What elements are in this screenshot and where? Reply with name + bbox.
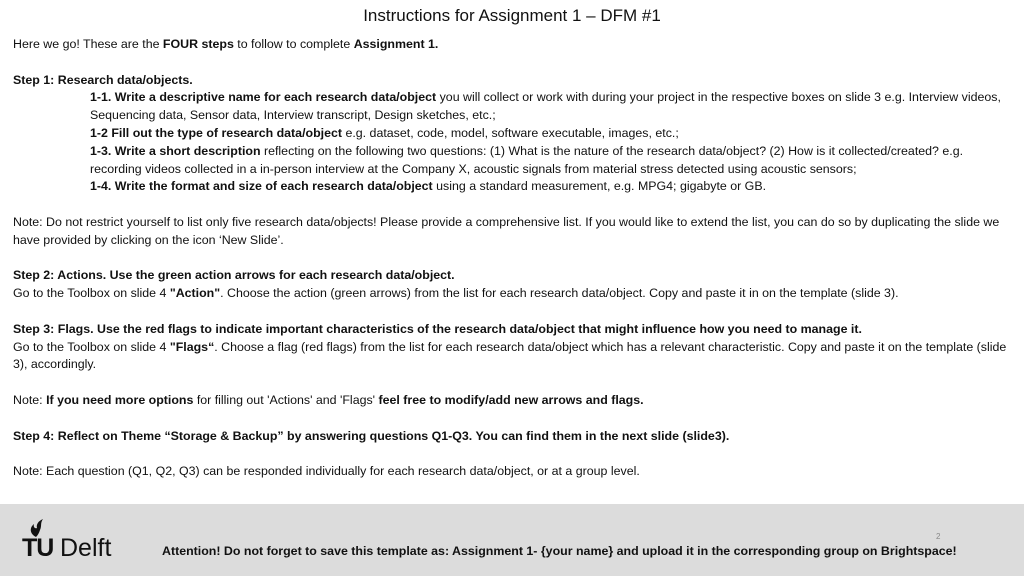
page-number: 2: [936, 532, 941, 541]
step1-item-1: 1-1. Write a descriptive name for each research data/object you will collect or work with during your project in the respective boxes on slide 3 e.g. Interview videos, Sequencing data, Sensor data, Interview transcript, Design sketches, etc.;: [90, 90, 1001, 123]
tudelft-logo: [22, 518, 132, 562]
step1-item-2: 1-2 Fill out the type of research data/object e.g. dataset, code, model, software executable, images, etc.;: [90, 125, 679, 140]
slide-title: Instructions for Assignment 1 – DFM #1: [363, 6, 661, 25]
step3-text: Go to the Toolbox on slide 4 "Flags“. Choose a flag (red flags) from the list for each research data/object which has a relevant characteristic. Copy and paste it on the template (slide 3), accordingly.: [13, 339, 1007, 372]
step2-text: Go to the Toolbox on slide 4 "Action". Choose the action (green arrows) from the list for each research data/object. Copy and paste it in on the template (slide 3).: [13, 286, 899, 301]
logo-tu-text: TU: [22, 534, 54, 562]
note-options: Note: If you need more options for filling out 'Actions' and 'Flags' feel free to modify/add new arrows and flags.: [13, 392, 644, 407]
instructions-body: [13, 36, 1013, 481]
note-list: Note: Do not restrict yourself to list only five research data/objects! Please provide a comprehensive list. If you would like to extend the list, you can do so by duplicating the slide we have provided by clicking on the icon ‘New Slide’.: [13, 214, 1000, 247]
step2-heading: Step 2: Actions. Use the green action arrows for each research data/object.: [13, 268, 455, 283]
logo-delft-text: Delft: [60, 534, 112, 562]
note-questions: Note: Each question (Q1, Q2, Q3) can be responded individually for each research data/object, or at a group level.: [13, 464, 640, 479]
step1-item-4: 1-4. Write the format and size of each research data/object using a standard measurement, e.g. MPG4; gigabyte or GB.: [90, 179, 767, 194]
intro-paragraph: Here we go! These are the FOUR steps to follow to complete Assignment 1.: [13, 37, 439, 51]
step1-item-3: 1-3. Write a short description reflecting on the following two questions: (1) What is the nature of the research data/object? (2) How is it collected/created? e.g. recording videos collected in a in-person interview at the Company X, acoustic signals from material stress detected using acoustic sensors;: [90, 143, 964, 176]
step3-heading: Step 3: Flags. Use the red flags to indicate important characteristics of the research data/object that might influence how you need to manage it.: [13, 321, 862, 336]
step4-heading: Step 4: Reflect on Theme “Storage & Backup” by answering questions Q1-Q3. You can find them in the next slide (slide3).: [13, 428, 730, 443]
footer-bar: [0, 504, 1024, 576]
step1-heading: Step 1: Research data/objects.: [13, 72, 193, 87]
attention-notice: Attention! Do not forget to save this template as: Assignment 1- {your name} and upload it in the corresponding group on Brightspace!: [162, 544, 957, 558]
